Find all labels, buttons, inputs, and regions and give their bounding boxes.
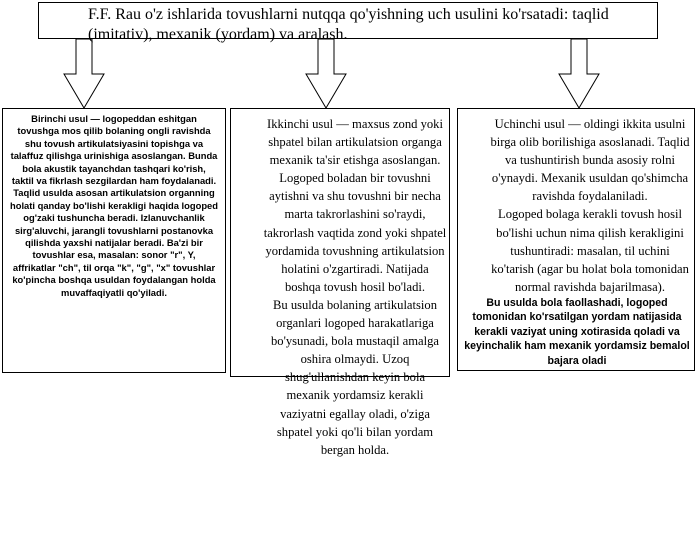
method-3-paragraph-2: Logoped bolaga kerakli tovush hosil bo'lishi uchun nima qilish kerakligini tushuntiradi: masalan, til uchini ko'tarish (agar bu holat bola tomonidan normal ravishda bajarilmasa). <box>491 207 689 294</box>
arrow-down-middle <box>306 39 346 108</box>
method-1-text: Birinchi usul — logopeddan eshitgan tovushga mos qilib bolaning ongli ravishda shu tovush artikulatsiyasini topishga va talaffuz qilishga urinishiga asoslangan. Bunda bola akustik tayanchdan tashqari ko'rish, taktil va fikrlash sezgilardan ham foydalanadi. Taqlid usulda asosan artikulatsion organning holati qanday bo'lishi kerakligi haqida logoped og'zaki tushuncha beradi. Izlanuvchanlik sirg'aluvchi, jarangli tovushlarni postanovka qilishda yaxshi natijalar beradi. Ba'zi bir tovushlar esa, masalan: sonor "r", Y, affrikatlar "ch", til orqa "k", "g", "x" tovushlar ko'pincha boshqa usuldan foydalangan holda muvaffaqiyatli qo'yiladi. <box>10 113 218 298</box>
method-2-paragraph-2: Bu usulda bolaning artikulatsion organlari logoped harakatlariga bo'ysunadi, bola mustaqil amalga oshira olmaydi. Uzoq shug'ullanishdan keyin bola mexanik yordamsiz kerakli vaziyatni egallay oladi, o'ziga shpatel yoki qo'li bilan yordam bergan holda. <box>270 297 440 457</box>
arrow-down-left <box>64 39 104 108</box>
method-3-paragraph-3: Bu usulda bola faollashadi, logoped tomonidan ko'rsatilgan yordam natijasida kerakli vaziyat uning xotirasida qoladi va keyinchalik ham mexanik yordamsiz bemalol bajara oladi <box>464 296 690 367</box>
arrow-down-right <box>559 39 599 108</box>
method-3-text <box>464 115 690 368</box>
method-2-text <box>236 115 448 459</box>
method-3-paragraph-1: Uchinchi usul — oldingi ikkita usulni birga olib borilishiga asoslanadi. Taqlid va tushuntirish bunda asosiy rolni o'ynaydi. Mexanik usuldan qo'shimcha ravishda foydalaniladi. <box>490 117 690 204</box>
diagram-title: F.F. Rau o'z ishlarida tovushlarni nutqqa qo'yishning uch usulini ko'rsatadi: taqlid (imitativ), mexanik (yordam) va aralash. <box>88 6 609 43</box>
method-2-paragraph-1: Ikkinchi usul — maxsus zond yoki shpatel bilan artikulatsion organga mexanik ta'sir etishga asoslangan. Logoped boladan bir tovushni aytishni va shu tovushni bir necha marta takrorlashini so'raydi, takrorlash vaqtida zond yoki shpatel yordamida tovushning artikulatsion holatini o'zgartiradi. Natijada boshqa tovush hosil bo'ladi. <box>263 117 447 294</box>
